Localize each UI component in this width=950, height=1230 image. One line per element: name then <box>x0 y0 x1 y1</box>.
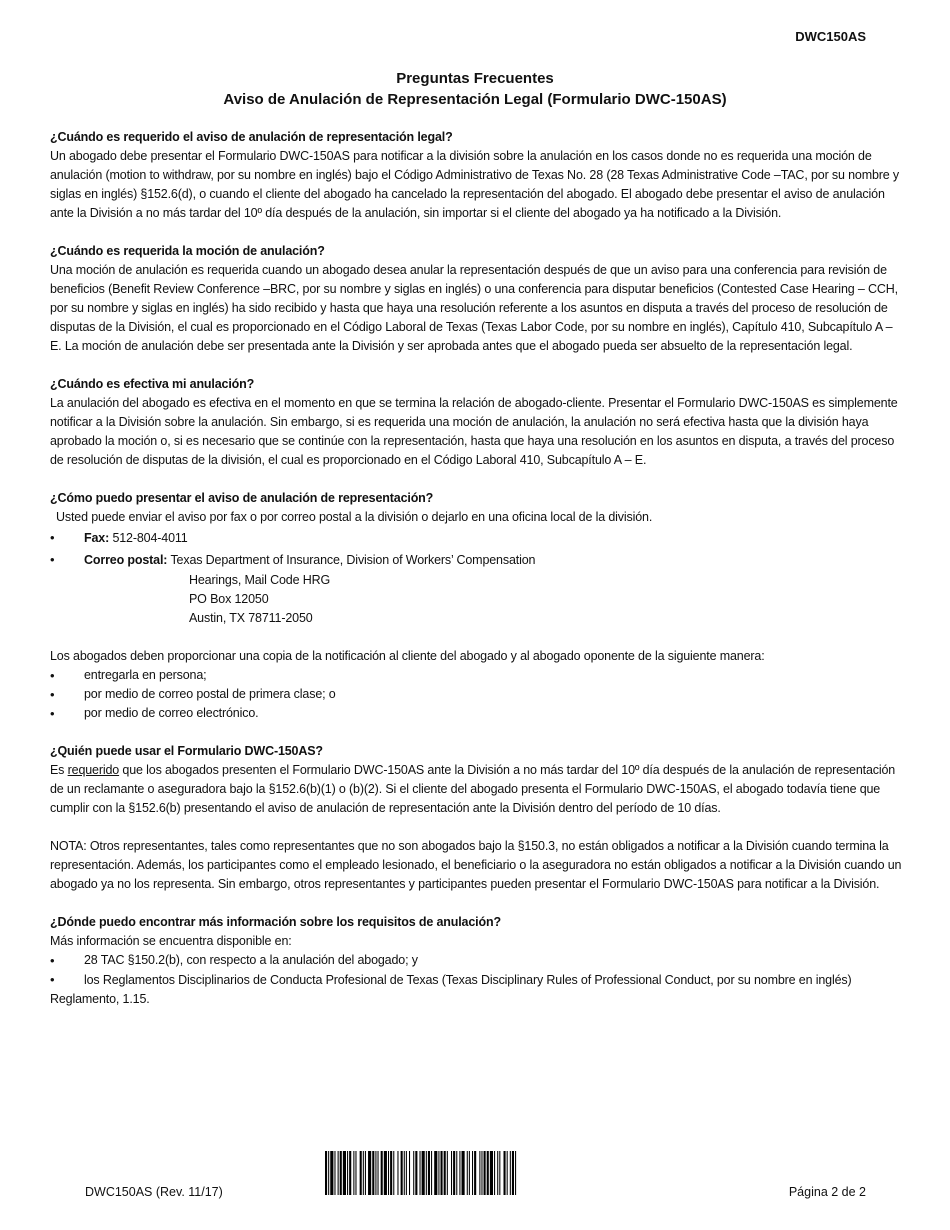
title-line-1: Preguntas Frecuentes <box>396 70 554 87</box>
answer-5 <box>50 761 902 818</box>
address-line: Hearings, Mail Code HRG <box>189 573 331 587</box>
copy-methods <box>50 666 902 723</box>
submit-methods <box>50 527 902 571</box>
barcode-bar <box>393 1151 394 1195</box>
barcode-bar <box>490 1151 493 1195</box>
fax-label: Fax: <box>84 531 110 545</box>
answer-3: La anulación del abogado es efectiva en el momento en que se termina la relación de abogado-cliente. Presentar el Formulario DWC-150AS es simplemente notificar a la División sobre la anulación. Sin embargo, si es requerida una moción de anulación, la anulación no será efectiva hasta que la división haya aprobado la moción o, si es necesario que se continúe con la representación, hasta que haya una resolución en los asuntos en disputa, a través del proceso de resolución de disputas de la división, el cual es proporcionado en el Código Laboral 410, Subcapítulo A – E. <box>50 396 898 467</box>
faq-content <box>50 128 902 1009</box>
barcode-bar <box>494 1151 495 1195</box>
barcode-bar <box>390 1151 392 1195</box>
question-2: ¿Cuándo es requerida la moción de anulación? <box>50 244 325 258</box>
mail-label: Correo postal: <box>84 553 168 567</box>
barcode-bar <box>338 1151 339 1195</box>
list-item: • por medio de correo postal de primera clase; o <box>50 685 902 704</box>
barcode-bar <box>431 1151 432 1195</box>
page-number: Página 2 de 2 <box>788 1185 866 1199</box>
note: NOTA: Otros representantes, tales como representantes que no son abogados bajo la §150.3, no están obligados a notificar a la División cuando termina la representación. Además, los participantes como el empleado lesionado, el beneficiario o la aseguradora no están obligados a notificar a la División cuando un abogado ya no los representa. Sin embargo, otros representantes y participantes pueden presentar el Formulario DWC-150AS para notificar a la División. <box>50 839 902 891</box>
barcode-bar <box>451 1151 452 1195</box>
required-underlined: requerido <box>67 763 120 777</box>
fax-number: 512-804-4011 <box>112 531 188 545</box>
barcode-bar <box>479 1151 480 1195</box>
list-item: • entregarla en persona; <box>50 666 902 685</box>
barcode-bar <box>487 1151 489 1195</box>
address-line: PO Box 12050 <box>189 592 269 606</box>
answer-2: Una moción de anulación es requerida cuando un abogado desea anular la representación después de que un aviso para una conferencia para revisión de beneficios (Benefit Review Conference –BRC, por su nombre y siglas en inglés) o una conferencia para disputar beneficios (Contested Case Hearing – CCH, por su nombre y siglas en inglés) ha sido recibido y hasta que haya una resolución referente a los asuntos en disputa a través del proceso de resolución de disputas de la División, el cual es proporcionado en el Código Laboral de Texas (Texas Labor Code, por su nombre en inglés), Capítulo 410, Subcapítulo A – E. La moción de anulación debe ser presentada ante la División y ser aprobada antes que el abogado pueda ser absuelto de la representación legal. <box>50 263 898 353</box>
more-info-list <box>50 951 902 1009</box>
barcode-bar <box>447 1151 448 1195</box>
barcode-bar <box>456 1151 457 1195</box>
question-1: ¿Cuándo es requerido el aviso de anulación de representación legal? <box>50 130 453 144</box>
barcode-bar <box>355 1151 356 1195</box>
mail-item <box>50 549 902 571</box>
barcode-bar <box>434 1151 437 1195</box>
barcode-bar <box>515 1151 516 1195</box>
title-line-2: Aviso de Anulación de Representación Legal (Formulario DWC-150AS) <box>223 91 727 108</box>
list-item: • por medio de correo electrónico. <box>50 704 902 723</box>
barcode-bar <box>422 1151 425 1195</box>
barcode-bar <box>368 1151 371 1195</box>
mailing-address <box>50 571 902 628</box>
barcode-bar <box>372 1151 374 1195</box>
list-item: • 28 TAC §150.2(b), con respecto a la anulación del abogado; y <box>50 951 902 970</box>
question-3: ¿Cuándo es efectiva mi anulación? <box>50 377 255 391</box>
barcode <box>325 1151 641 1195</box>
barcode-bar <box>510 1151 511 1195</box>
barcode-bar <box>340 1151 342 1195</box>
barcode-bar <box>441 1151 443 1195</box>
barcode-bar <box>469 1151 470 1195</box>
barcode-bar <box>484 1151 486 1195</box>
list-item: • los Reglamentos Disciplinarios de Conducta Profesional de Texas (Texas Disciplinary Rules of Professional Conduct, por su nombre en inglés) Reglamento, 1.15. <box>50 970 902 1009</box>
barcode-bar <box>474 1151 476 1195</box>
barcode-bar <box>378 1151 379 1195</box>
fax-item <box>50 527 902 549</box>
answer-5-rest: que los abogados presenten el Formulario DWC-150AS ante la División a no más tardar del 10º día después de la anulación de representación de un reclamante o aseguradora bajo la §152.6(b)(1) o (b)(2). Si el cliente del abogado presenta el Formulario DWC-150AS, el abogado todavía tiene que cumplir con la §152.6(b) presentando el aviso de anulación de representación ante la División dentro del período de 10 días. <box>50 763 896 815</box>
barcode-bar <box>406 1151 407 1195</box>
barcode-bar <box>499 1151 500 1195</box>
barcode-bar <box>325 1151 327 1195</box>
barcode-bar <box>504 1151 506 1195</box>
form-id: DWC150AS <box>795 29 866 44</box>
barcode-bar <box>404 1151 405 1195</box>
barcode-bar <box>426 1151 427 1195</box>
barcode-bar <box>415 1151 417 1195</box>
mail-recipient: Texas Department of Insurance, Division of Workers’ Compensation <box>170 553 536 567</box>
barcode-bar <box>438 1151 439 1195</box>
barcode-bar <box>334 1151 335 1195</box>
barcode-bar <box>347 1151 348 1195</box>
page-title <box>50 68 900 110</box>
barcode-bar <box>512 1151 514 1195</box>
barcode-bar <box>353 1151 354 1195</box>
barcode-bar <box>328 1151 329 1195</box>
barcode-bar <box>428 1151 430 1195</box>
barcode-bar <box>481 1151 482 1195</box>
submit-intro: Usted puede enviar el aviso por fax o por correo postal a la división o dejarlo en una oficina local de la división. <box>56 510 653 524</box>
barcode-bar <box>444 1151 446 1195</box>
barcode-bar <box>330 1151 333 1195</box>
barcode-bar <box>365 1151 366 1195</box>
answer-1: Un abogado debe presentar el Formulario DWC-150AS para notificar a la división sobre la anulación en los casos donde no es requerida una moción de anulación (motion to withdraw, por su nombre en inglés) bajo el Código Administrativo de Texas No. 28 (28 Texas Administrative Code –TAC, por su nombre y siglas en inglés) §152.6(d), o cuando el cliente del abogado ha cancelado la representación del abogado. El abogado debe presentar el aviso de anulación ante la División a no más tardar del 10º día después de la anulación, sin importar si el cliente del abogado ya ha notificado a la División. <box>50 149 900 220</box>
form-revision: DWC150AS (Rev. 11/17) <box>85 1185 223 1199</box>
barcode-bar <box>397 1151 398 1195</box>
barcode-bar <box>497 1151 498 1195</box>
more-info-intro: Más información se encuentra disponible en: <box>50 934 292 948</box>
question-5: ¿Quién puede usar el Formulario DWC-150AS? <box>50 744 323 758</box>
barcode-bar <box>349 1151 351 1195</box>
barcode-bar <box>409 1151 410 1195</box>
address-line: Austin, TX 78711-2050 <box>189 611 313 625</box>
barcode-bar <box>462 1151 465 1195</box>
barcode-bar <box>388 1151 389 1195</box>
answer-5-prefix: Es <box>50 763 68 777</box>
barcode-bar <box>472 1151 473 1195</box>
barcode-bar <box>343 1151 346 1195</box>
question-6: ¿Dónde puedo encontrar más información sobre los requisitos de anulación? <box>50 915 501 929</box>
barcode-bar <box>363 1151 364 1195</box>
barcode-bar <box>360 1151 362 1195</box>
barcode-bar <box>459 1151 460 1195</box>
barcode-bar <box>507 1151 508 1195</box>
barcode-bar <box>453 1151 455 1195</box>
barcode-bar <box>401 1151 403 1195</box>
barcode-bar <box>413 1151 414 1195</box>
copy-intro: Los abogados deben proporcionar una copia de la notificación al cliente del abogado y al abogado oponente de la siguiente manera: <box>50 649 765 663</box>
question-4: ¿Cómo puedo presentar el aviso de anulación de representación? <box>50 491 434 505</box>
barcode-bar <box>384 1151 387 1195</box>
barcode-bar <box>420 1151 421 1195</box>
barcode-bar <box>381 1151 383 1195</box>
barcode-bar <box>375 1151 376 1195</box>
barcode-bar <box>467 1151 468 1195</box>
